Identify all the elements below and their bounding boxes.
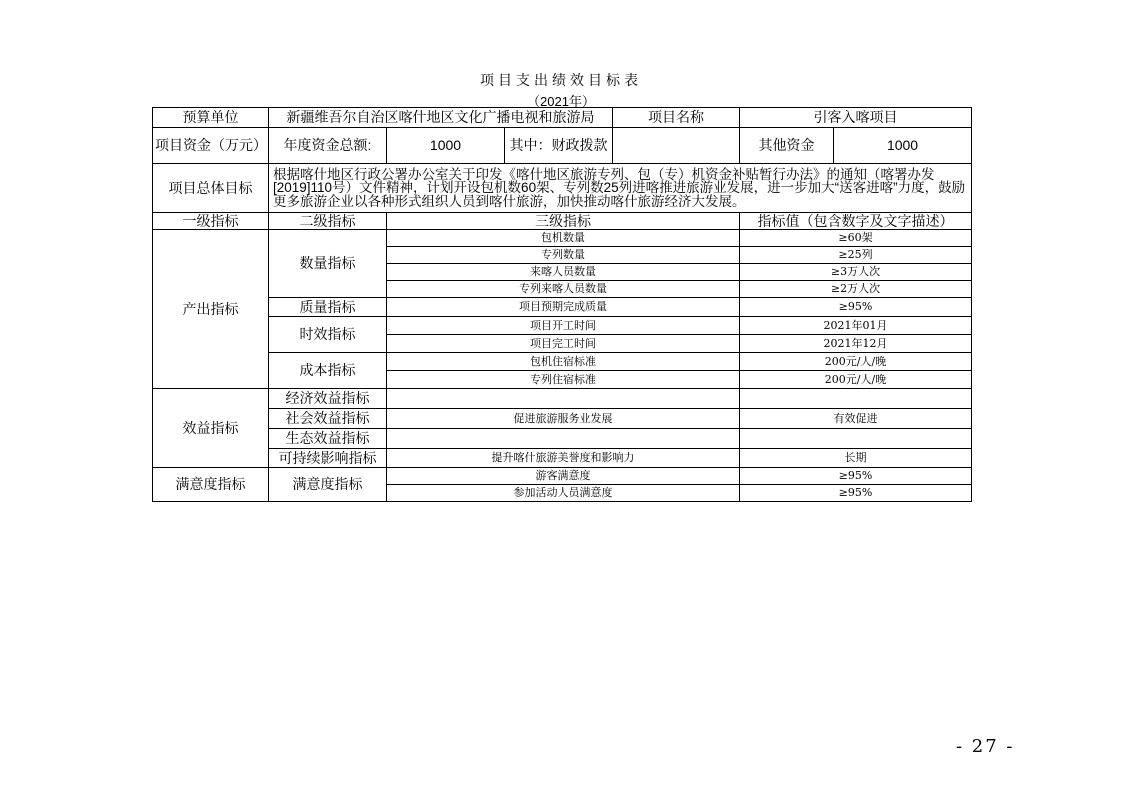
indicator-name: 专列来喀人员数量	[387, 281, 740, 298]
project-funds-label: 项目资金（万元）	[153, 128, 269, 164]
value-header: 指标值（包含数字及文字描述）	[740, 213, 972, 230]
table-row	[153, 449, 972, 468]
fiscal-funds-value	[613, 128, 740, 164]
indicator-value	[740, 389, 972, 409]
table-row	[153, 298, 972, 317]
overall-goal-label: 项目总体目标	[153, 164, 269, 213]
subgroup-sustainable: 可持续影响指标	[269, 449, 387, 468]
budget-unit-label: 预算单位	[153, 108, 269, 128]
table-row	[153, 429, 972, 449]
group-satisfaction: 满意度指标	[153, 468, 269, 502]
table-row	[153, 389, 972, 409]
fiscal-funds-label: 其中：财政拨款	[505, 128, 613, 164]
indicator-name: 项目开工时间	[387, 317, 740, 335]
table-row	[153, 317, 972, 335]
indicator-value: ≥2万人次	[740, 281, 972, 298]
indicator-name	[387, 429, 740, 449]
indicator-value: ≥95%	[740, 485, 972, 502]
subgroup-cost: 成本指标	[269, 353, 387, 389]
indicator-name: 促进旅游服务业发展	[387, 409, 740, 429]
indicator-name: 包机数量	[387, 230, 740, 247]
indicator-value: ≥3万人次	[740, 264, 972, 281]
indicator-value: ≥95%	[740, 468, 972, 485]
table-row	[153, 409, 972, 429]
annual-funds-label: 年度资金总额:	[269, 128, 387, 164]
indicator-value	[740, 429, 972, 449]
performance-target-table	[152, 107, 972, 502]
table-row	[153, 230, 972, 247]
table-row	[153, 468, 972, 485]
annual-funds-value: 1000	[387, 128, 505, 164]
indicator-value: 2021年01月	[740, 317, 972, 335]
subgroup-economic: 经济效益指标	[269, 389, 387, 409]
indicator-header-row	[153, 213, 972, 230]
project-funds-row	[153, 128, 972, 164]
document-subtitle: （2021年）	[527, 94, 595, 109]
budget-unit-row	[153, 108, 972, 128]
budget-unit-value: 新疆维吾尔自治区喀什地区文化广播电视和旅游局	[269, 108, 613, 128]
indicator-value: 200元/人/晚	[740, 371, 972, 389]
table-row	[153, 353, 972, 371]
indicator-value: 2021年12月	[740, 335, 972, 353]
other-funds-value: 1000	[834, 128, 972, 164]
project-name-label: 项目名称	[613, 108, 740, 128]
overall-goal-text: 根据喀什地区行政公署办公室关于印发《喀什地区旅游专列、包（专）机资金补贴暂行办法》的通知（喀署办发[2019]110号）文件精神，计划开设包机数60架、专列数25列进喀推进旅游业发展，进一步加大“送客进喀”力度，鼓励更多旅游企业以各种形式组织人员到喀什旅游，加快推动喀什旅游经济大发展。	[269, 164, 972, 213]
indicator-value: ≥95%	[740, 298, 972, 317]
indicator-name: 项目完工时间	[387, 335, 740, 353]
indicator-name: 专列住宿标准	[387, 371, 740, 389]
page-number: - 27 -	[956, 736, 1015, 757]
subgroup-social: 社会效益指标	[269, 409, 387, 429]
other-funds-label: 其他资金	[740, 128, 834, 164]
indicator-name: 提升喀什旅游美誉度和影响力	[387, 449, 740, 468]
indicator-name	[387, 389, 740, 409]
subgroup-ecological: 生态效益指标	[269, 429, 387, 449]
level2-header: 二级指标	[269, 213, 387, 230]
overall-goal-row	[153, 164, 972, 213]
indicator-name: 包机住宿标准	[387, 353, 740, 371]
indicator-value: 有效促进	[740, 409, 972, 429]
indicator-name: 来喀人员数量	[387, 264, 740, 281]
indicator-name: 专列数量	[387, 247, 740, 264]
indicator-value: ≥25列	[740, 247, 972, 264]
indicator-name: 参加活动人员满意度	[387, 485, 740, 502]
level1-header: 一级指标	[153, 213, 269, 230]
project-name-value: 引客入喀项目	[740, 108, 972, 128]
subgroup-quantity: 数量指标	[269, 230, 387, 298]
level3-header: 三级指标	[387, 213, 740, 230]
subgroup-timeliness: 时效指标	[269, 317, 387, 353]
subgroup-satisfaction: 满意度指标	[269, 468, 387, 502]
indicator-name: 项目预期完成质量	[387, 298, 740, 317]
subgroup-quality: 质量指标	[269, 298, 387, 317]
document-title: 项目支出绩效目标表	[480, 72, 642, 88]
indicator-value: ≥60架	[740, 230, 972, 247]
group-benefit: 效益指标	[153, 389, 269, 468]
indicator-value: 长期	[740, 449, 972, 468]
group-output: 产出指标	[153, 230, 269, 389]
indicator-value: 200元/人/晚	[740, 353, 972, 371]
indicator-name: 游客满意度	[387, 468, 740, 485]
